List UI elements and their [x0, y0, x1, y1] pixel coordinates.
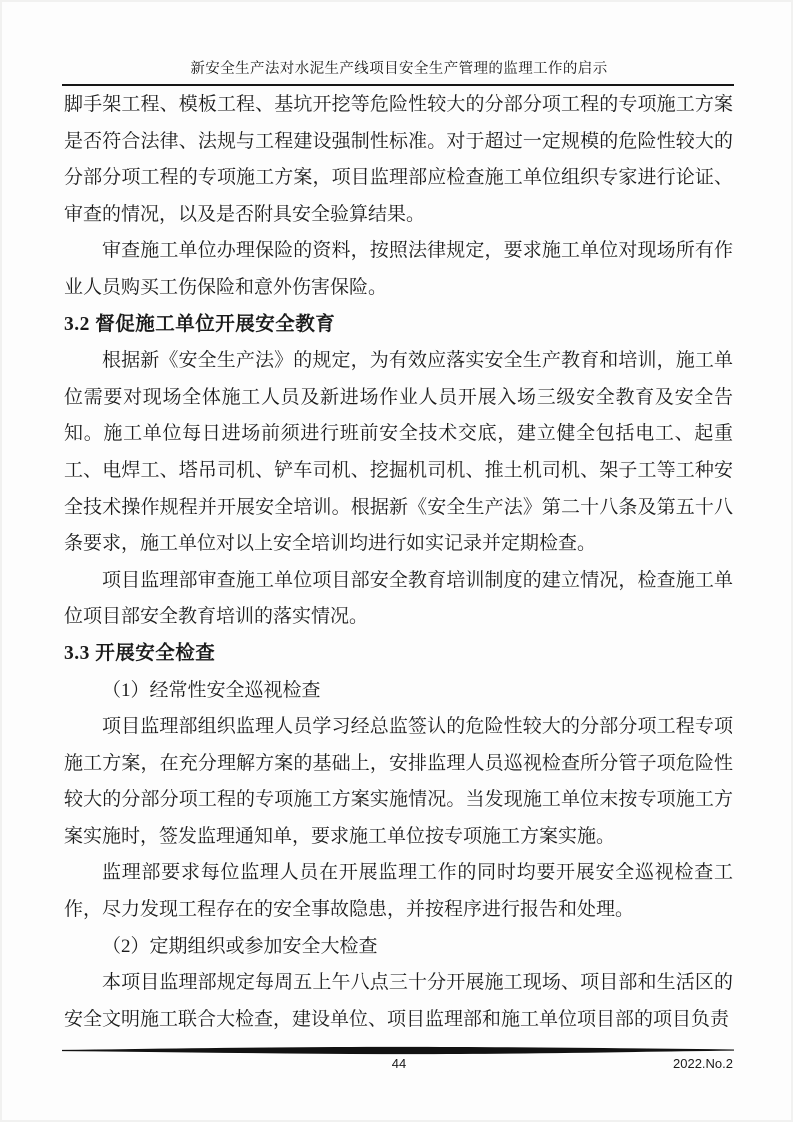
paragraph: 项目监理部审查施工单位项目部安全教育培训制度的建立情况，检查施工单位项目部安全教育培训的落实情况。: [64, 569, 733, 628]
paragraph: 脚手架工程、模板工程、基坑开挖等危险性较大的分部分项工程的专项施工方案是否符合法律、法规与工程建设强制性标准。对于超过一定规模的危险性较大的分部分项工程的专项施工方案，项目监理部应检查施工单位组织专家进行论证、审查的情况，以及是否附具安全验算结果。: [64, 94, 733, 225]
header-rule: [62, 84, 734, 86]
page-number: 44: [391, 1056, 407, 1071]
section-heading: 3.3 开展安全检查: [64, 642, 216, 664]
journal-issue-label: 2022.No.2: [673, 1056, 733, 1071]
footer-rule: [62, 1046, 734, 1056]
paragraph: （2）定期组织或参加安全大检查: [102, 935, 378, 957]
paragraph: 监理部要求每位监理人员在开展监理工作的同时均要开展安全巡视检查工作，尽力发现工程存在的安全事故隐患，并按程序进行报告和处理。: [64, 862, 733, 921]
paragraph: 审查施工单位办理保险的资料，按照法律规定，要求施工单位对现场所有作业人员购买工伤保险和意外伤害保险。: [64, 240, 733, 298]
paragraph: 根据新《安全生产法》的规定，为有效应落实安全生产教育和培训，施工单位需要对现场全体施工人员及新进场作业人员开展入场三级安全教育及安全告知。施工单位每日进场前须进行班前安全技术交底，建立健全包括电工、起重工、电焊工、塔吊司机、铲车司机、挖掘机司机、推土机司机、架子工等工种安全技术操作规程并开展安全培训。根据新《安全生产法》第二十八条及第五十八条要求，施工单位对以上安全培训均进行如实记录并定期检查。: [64, 350, 733, 555]
paragraph: 项目监理部组织监理人员学习经总监签认的危险性较大的分部分项工程专项施工方案，在充分理解方案的基础上，安排监理人员巡视检查所分管子项危险性较大的分部分项工程的专项施工方案实施情况。当发现施工单位末按专项施工方案实施时，签发监理通知单，要求施工单位按专项施工方案实施。: [64, 716, 733, 847]
paragraph: （1）经常性安全巡视检查: [102, 679, 321, 701]
section-heading: 3.2 督促施工单位开展安全教育: [64, 313, 336, 335]
document-body: [64, 87, 733, 1038]
running-head-title: 新安全生产法对水泥生产线项目安全生产管理的监理工作的启示: [190, 61, 608, 77]
paragraph: 本项目监理部规定每周五上午八点三十分开展施工现场、项目部和生活区的安全文明施工联合大检查，建设单位、项目监理部和施工单位项目部的项目负责: [64, 972, 733, 1030]
